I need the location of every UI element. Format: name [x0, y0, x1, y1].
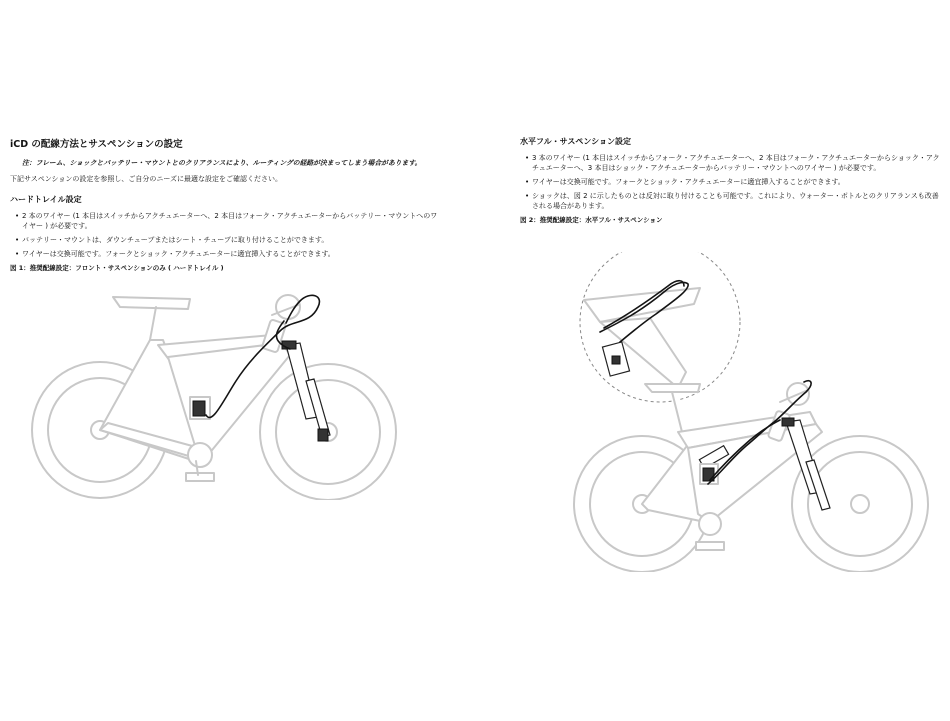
bullet-icon: • [15, 212, 20, 220]
bullet-icon: • [525, 178, 530, 186]
intro-text: 下記サスペンションの設定を参照し、ご自分のニーズに最適な設定をご確認ください。 [10, 175, 283, 183]
bullet-icon: • [15, 236, 20, 244]
list-item: • バッテリー・マウントは、ダウンチューブまたはシート・チューブに取り付けることができます。 [15, 236, 329, 244]
left-column [10, 136, 440, 272]
list-item: • ワイヤーは交換可能です。フォークとショック・アクチュエーターに適宜挿入することができます。 [15, 250, 335, 258]
list-item: • ショックは、図 2 に示したものとは反対に取り付けることも可能です。これにより、ウォーター・ボトルとのクリアランスも改善される場合があります。 [525, 192, 939, 210]
bullet-icon: • [525, 192, 530, 200]
list-item: • ワイヤーは交換可能です。フォークとショック・アクチュエーターに適宜挿入することができます。 [525, 178, 845, 186]
right-column [520, 136, 945, 224]
routing-note: 注：フレーム、ショックとバッテリー・マウントとのクリアランスにより、ルーティングの経路が決まってしまう場合があります。 [22, 159, 422, 167]
full-suspension-bullets [520, 153, 945, 211]
figure-2-caption: 図 2：推奨配線設定：水平フル・サスペンション [520, 216, 663, 224]
hardtail-heading: ハードトレイル設定 [10, 195, 82, 204]
bullet-icon: • [525, 154, 530, 162]
full-suspension-heading: 水平フル・サスペンション設定 [520, 137, 631, 146]
bullet-icon: • [15, 250, 20, 258]
hardtail-bullets [10, 211, 440, 259]
list-item: • 2 本のワイヤー (1 本目はスイッチからアクチュエーターへ、2 本目はフォーク・アクチュエーターからバッテリー・マウントへのワイヤー ) が必要です。 [15, 212, 438, 230]
front-wheel [792, 436, 928, 572]
hardtail-bike-illustration [0, 285, 440, 500]
full-suspension-bike-illustration [560, 252, 950, 572]
detail-magnifier [580, 252, 740, 402]
page-title: iCD の配線方法とサスペンションの設定 [10, 139, 183, 150]
list-item: • 3 本のワイヤー (1 本目はスイッチからフォーク・アクチュエーターへ、2 本目はフォーク・アクチュエーターからショック・アクチュエーターへ、3 本目はショック・アクチュエーターからバッテリー・マウントへのワイヤー ) が必要です。 [525, 154, 940, 172]
figure-1-caption: 図 1：推奨配線設定：フロント・サスペンションのみ ( ハードトレイル ) [10, 264, 224, 272]
